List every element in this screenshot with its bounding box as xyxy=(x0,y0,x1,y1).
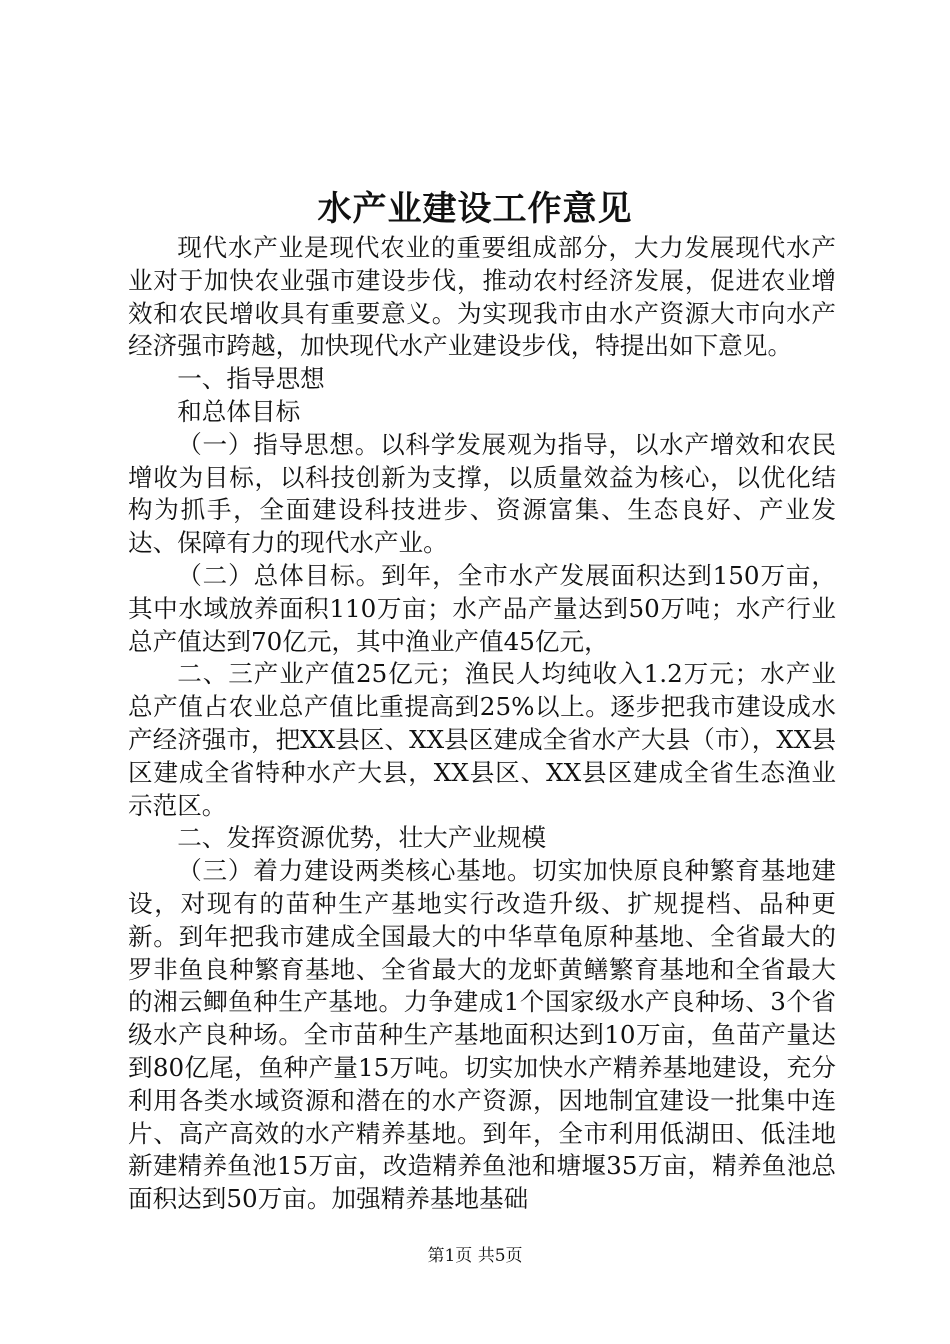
paragraph-guiding-thought: （一）指导思想。以科学发展观为指导，以水产增效和农民增收为目标，以科技创新为支撑，以质量效益为核心，以优化结构为抓手，全面建设科技进步、资源富集、生态良好、产业发达、保障有力的现代水产业。 xyxy=(128,429,836,558)
document-title: 水产业建设工作意见 xyxy=(317,189,633,229)
section-heading-2: 二、发挥资源优势，壮大产业规模 xyxy=(177,823,547,853)
paragraph-intro: 现代水产业是现代农业的重要组成部分，大力发展现代水产业对于加快农业强市建设步伐，推动农村经济发展，促进农业增效和农民增收具有重要意义。为实现我市由水产资源大市向水产经济强市跨越，加快现代水产业建设步伐，特提出如下意见。 xyxy=(128,233,836,361)
page-footer: 第1页 共5页 xyxy=(427,1246,523,1266)
section-heading-1-continued: 和总体目标 xyxy=(177,396,301,426)
section-heading-1: 一、指导思想 xyxy=(177,364,325,394)
paragraph-industry-value: 二、三产业产值25亿元；渔民人均纯收入1.2万元；水产业总产值占农业总产值比重提高到25%以上。逐步把我市建设成水产经济强市，把XX县区、XX县区建成全省水产大县（市），XX县区建成全省特种水产大县，XX县区、XX县区建成全省生态渔业示范区。 xyxy=(128,659,836,820)
paragraph-overall-goal: （二）总体目标。到年，全市水产发展面积达到150万亩，其中水域放养面积110万亩；水产品产量达到50万吨；水产行业总产值达到70亿元，其中渔业产值45亿元， xyxy=(128,560,836,656)
document-body xyxy=(128,232,836,1216)
paragraph-core-bases: （三）着力建设两类核心基地。切实加快原良种繁育基地建设，对现有的苗种生产基地实行改造升级、扩规提档、品种更新。到年把我市建成全国最大的中华草龟原种基地、全省最大的罗非鱼良种繁育基地、全省最大的龙虾黄鳝繁育基地和全省最大的湘云鲫鱼种生产基地。力争建成1个国家级水产良种场、3个省级水产良种场。全市苗种生产基地面积达到10万亩，鱼苗产量达到80亿尾，鱼种产量15万吨。切实加快水产精养基地建设，充分利用各类水域资源和潜在的水产资源，因地制宜建设一批集中连片、高产高效的水产精养基地。到年，全市利用低湖田、低洼地新建精养鱼池15万亩，改造精养鱼池和塘堰35万亩，精养鱼池总面积达到50万亩。加强精养基地基础 xyxy=(128,856,836,1214)
